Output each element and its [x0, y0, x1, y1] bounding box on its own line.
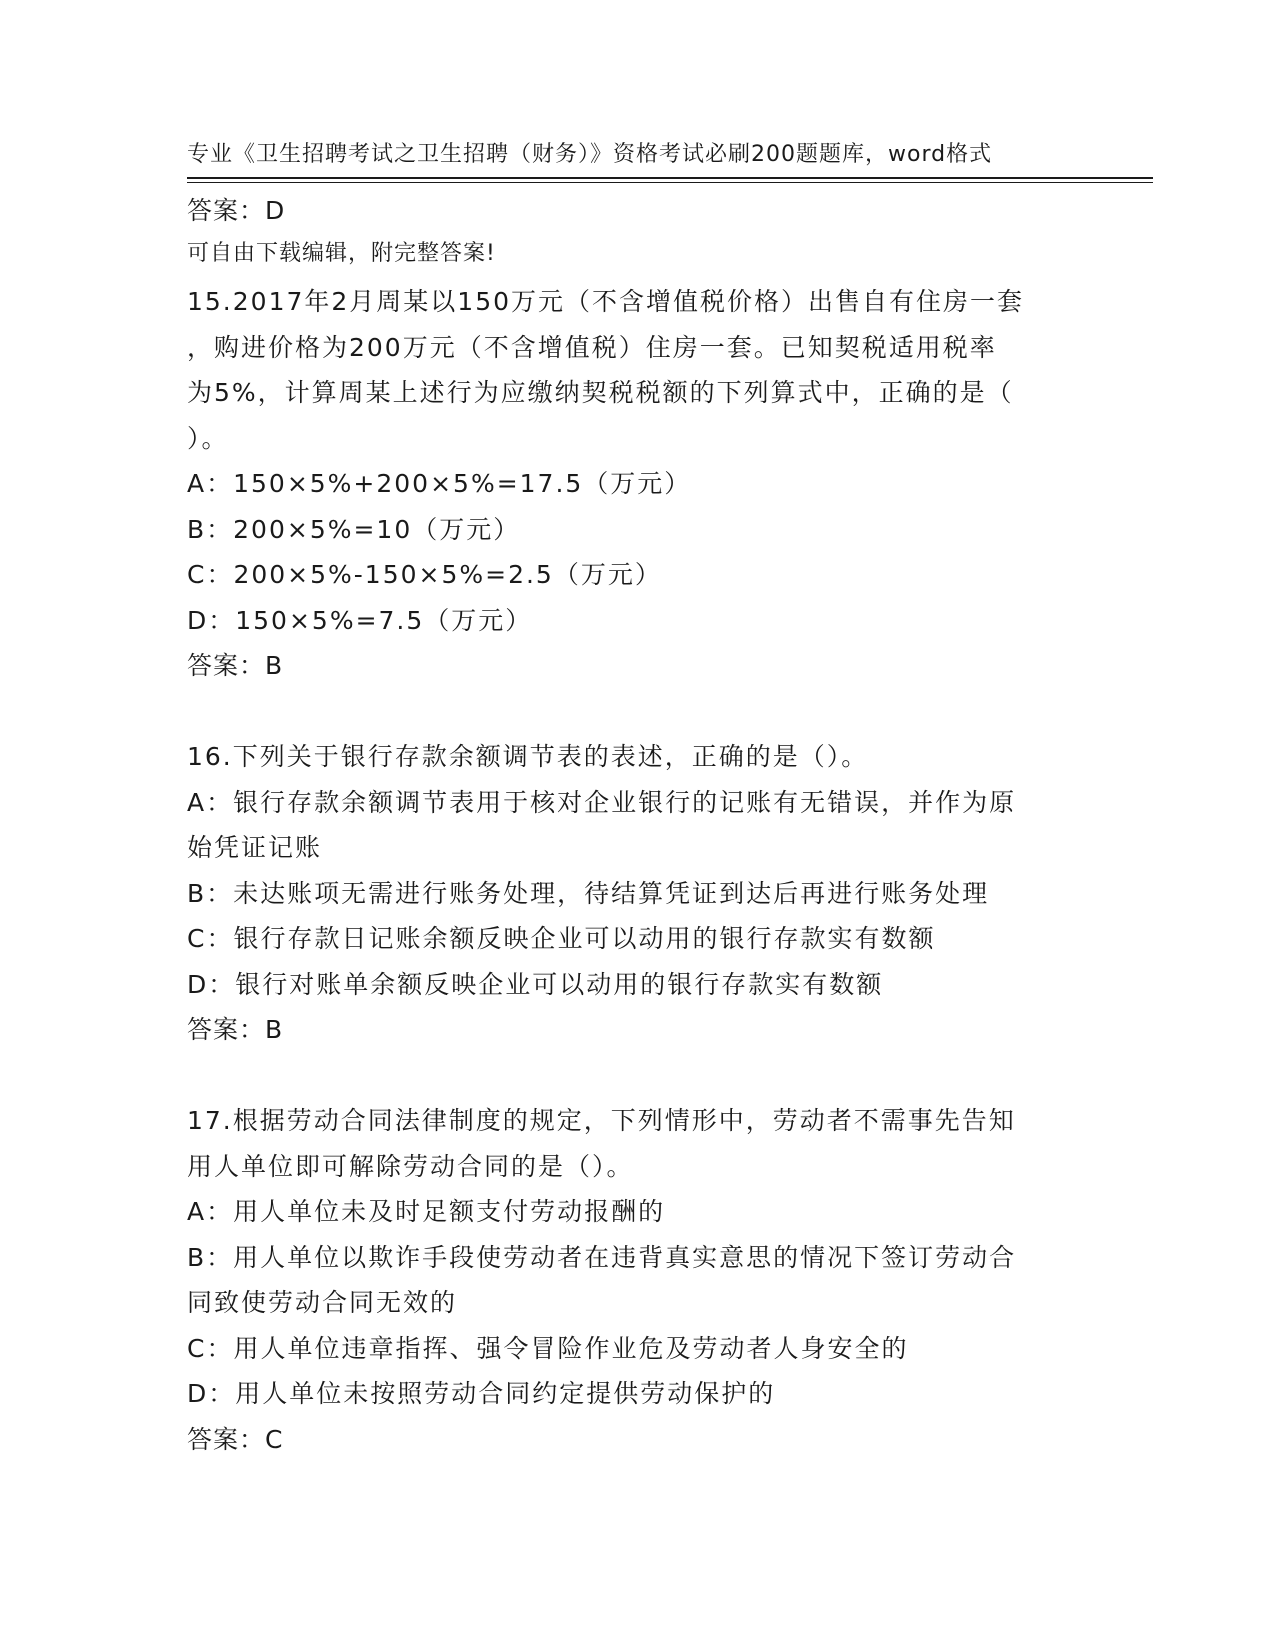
option-a: A：银行存款余额调节表用于核对企业银行的记账有无错误，并作为原 [187, 787, 1017, 817]
previous-answer: 答案：D [187, 196, 286, 225]
header-line-2: 可自由下载编辑，附完整答案! [187, 241, 496, 266]
document-body [187, 188, 1087, 1462]
option-a-continued: 始凭证记账 [187, 833, 323, 862]
option-b: B：用人单位以欺诈手段使劳动者在违背真实意思的情况下签订劳动合 [187, 1242, 1017, 1272]
answer: 答案：B [187, 1015, 284, 1044]
question-text-line: 16.下列关于银行存款余额调节表的表述，正确的是（）。 [187, 742, 869, 771]
spacer [187, 1053, 1087, 1099]
option-d: D：150×5%=7.5（万元） [187, 605, 533, 635]
option-d: D：用人单位未按照劳动合同约定提供劳动保护的 [187, 1379, 776, 1408]
answer: 答案：B [187, 651, 284, 680]
question-text-line: 17.根据劳动合同法律制度的规定，下列情形中，劳动者不需事先告知 [187, 1106, 1016, 1135]
answer: 答案：C [187, 1424, 284, 1454]
option-a: A：用人单位未及时足额支付劳动报酬的 [187, 1197, 666, 1226]
option-a: A：150×5%+200×5%=17.5（万元） [187, 469, 692, 498]
option-b: B：200×5%=10（万元） [187, 514, 521, 544]
question-17 [187, 1098, 1087, 1462]
question-text-line: ，购进价格为200万元（不含增值税）住房一套。已知契税适用税率 [187, 332, 997, 362]
question-text-line: 用人单位即可解除劳动合同的是（）。 [187, 1151, 634, 1181]
option-c: C：200×5%-150×5%=2.5（万元） [187, 560, 662, 589]
header-line-1: 专业《卫生招聘考试之卫生招聘（财务）》资格考试必刷200题题库，word格式 [187, 142, 993, 167]
spacer [187, 234, 1087, 280]
spacer [187, 689, 1087, 735]
question-text-line: 15.2017年2月周某以150万元（不含增值税价格）出售自有住房一套 [187, 287, 1025, 316]
question-15 [187, 279, 1087, 689]
option-d: D：银行对账单余额反映企业可以动用的银行存款实有数额 [187, 969, 884, 999]
option-c: C：银行存款日记账余额反映企业可以动用的银行存款实有数额 [187, 924, 936, 953]
question-16 [187, 734, 1087, 1053]
header-divider-thin [187, 182, 1153, 183]
header-divider-thick [187, 177, 1153, 179]
question-text-line: 为5%，计算周某上述行为应缴纳契税税额的下列算式中，正确的是（ [187, 378, 1014, 407]
option-b-continued: 同致使劳动合同无效的 [187, 1288, 458, 1317]
option-c: C：用人单位违章指挥、强令冒险作业危及劳动者人身安全的 [187, 1333, 909, 1363]
option-b: B：未达账项无需进行账务处理，待结算凭证到达后再进行账务处理 [187, 878, 990, 908]
question-text-line: ）。 [187, 423, 229, 453]
